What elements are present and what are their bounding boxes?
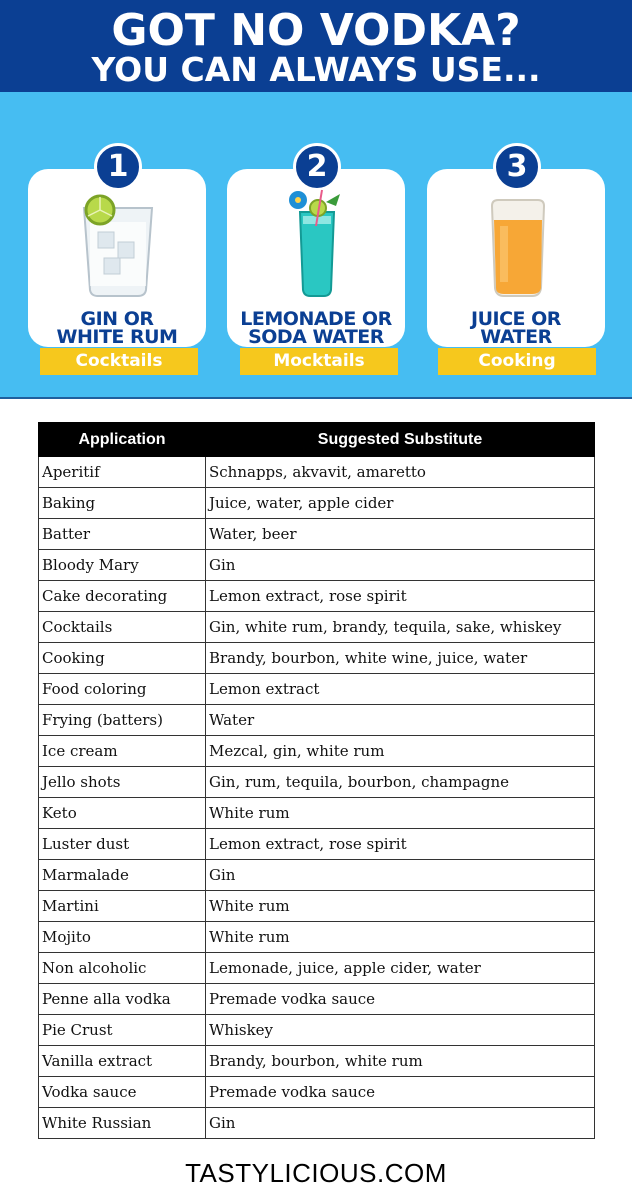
substitute-cell: Juice, water, apple cider: [206, 488, 595, 519]
table-body: [39, 457, 595, 1139]
banner-divider: [0, 397, 632, 399]
gin-glass-icon: [76, 186, 160, 298]
column-header-application: Application: [39, 423, 206, 457]
option-title-gin: [28, 310, 206, 346]
option-title-lemonade: [227, 310, 405, 346]
table-row: [39, 581, 595, 612]
option-title-line1: LEMONADE OR: [240, 308, 392, 330]
table-row: [39, 736, 595, 767]
option-number-2: 2: [293, 143, 341, 191]
substitute-cell: Brandy, bourbon, white rum: [206, 1046, 595, 1077]
application-cell: Cocktails: [39, 612, 206, 643]
application-cell: Baking: [39, 488, 206, 519]
substitute-cell: White rum: [206, 891, 595, 922]
application-cell: Mojito: [39, 922, 206, 953]
table-row: [39, 519, 595, 550]
application-cell: Vanilla extract: [39, 1046, 206, 1077]
substitute-cell: Gin, rum, tequila, bourbon, champagne: [206, 767, 595, 798]
substitute-cell: Lemon extract, rose spirit: [206, 581, 595, 612]
table-row: [39, 829, 595, 860]
table-row: [39, 643, 595, 674]
application-cell: Bloody Mary: [39, 550, 206, 581]
application-cell: Martini: [39, 891, 206, 922]
table-row: [39, 767, 595, 798]
table-header-row: [39, 423, 595, 457]
application-cell: Jello shots: [39, 767, 206, 798]
substitute-cell: Brandy, bourbon, white wine, juice, water: [206, 643, 595, 674]
table-row: [39, 1046, 595, 1077]
option-number-1: 1: [94, 143, 142, 191]
table-row: [39, 705, 595, 736]
option-label-cooking: Cooking: [438, 348, 596, 375]
substitute-cell: Gin: [206, 860, 595, 891]
option-title-line1: JUICE OR: [471, 308, 561, 330]
option-title-line1: GIN OR: [80, 308, 154, 330]
header-banner: [0, 0, 632, 92]
table-row: [39, 860, 595, 891]
application-cell: Pie Crust: [39, 1015, 206, 1046]
subheadline: YOU CAN ALWAYS USE...: [91, 50, 541, 89]
table-row: [39, 674, 595, 705]
option-title-line2: WHITE RUM: [56, 326, 178, 348]
application-cell: Batter: [39, 519, 206, 550]
application-cell: White Russian: [39, 1108, 206, 1139]
table-row: [39, 798, 595, 829]
substitute-cell: Gin: [206, 550, 595, 581]
table-row: [39, 1015, 595, 1046]
application-cell: Ice cream: [39, 736, 206, 767]
substitute-cell: Water: [206, 705, 595, 736]
option-label-cocktails: Cocktails: [40, 348, 198, 375]
column-header-substitute: Suggested Substitute: [206, 423, 595, 457]
application-cell: Aperitif: [39, 457, 206, 488]
substitute-cell: Gin: [206, 1108, 595, 1139]
substitute-cell: Gin, white rum, brandy, tequila, sake, whiskey: [206, 612, 595, 643]
option-title-line2: WATER: [480, 326, 552, 348]
substitute-cell: Water, beer: [206, 519, 595, 550]
substitute-cell: Lemon extract, rose spirit: [206, 829, 595, 860]
substitute-cell: Lemon extract: [206, 674, 595, 705]
substitute-cell: Mezcal, gin, white rum: [206, 736, 595, 767]
option-number-3: 3: [493, 143, 541, 191]
application-cell: Luster dust: [39, 829, 206, 860]
table-row: [39, 922, 595, 953]
table-row: [39, 457, 595, 488]
headline: GOT NO VODKA?: [111, 5, 521, 56]
table-row: [39, 488, 595, 519]
footer-brand: TASTYLICIOUS.COM: [185, 1158, 447, 1188]
substitute-cell: White rum: [206, 798, 595, 829]
table-row: [39, 1077, 595, 1108]
application-cell: Vodka sauce: [39, 1077, 206, 1108]
application-cell: Penne alla vodka: [39, 984, 206, 1015]
mocktail-glass-icon: [282, 186, 352, 298]
substitute-cell: Lemonade, juice, apple cider, water: [206, 953, 595, 984]
substitutes-table: [38, 422, 595, 1139]
application-cell: Cooking: [39, 643, 206, 674]
substitute-cell: Whiskey: [206, 1015, 595, 1046]
application-cell: Marmalade: [39, 860, 206, 891]
application-cell: Keto: [39, 798, 206, 829]
application-cell: Frying (batters): [39, 705, 206, 736]
table-row: [39, 550, 595, 581]
option-title-line2: SODA WATER: [248, 326, 384, 348]
table-row: [39, 953, 595, 984]
substitute-cell: White rum: [206, 922, 595, 953]
substitute-cell: Schnapps, akvavit, amaretto: [206, 457, 595, 488]
table-row: [39, 891, 595, 922]
application-cell: Food coloring: [39, 674, 206, 705]
option-title-juice: [427, 310, 605, 346]
substitute-cell: Premade vodka sauce: [206, 984, 595, 1015]
application-cell: Non alcoholic: [39, 953, 206, 984]
table-row: [39, 1108, 595, 1139]
table-row: [39, 984, 595, 1015]
juice-glass-icon: [486, 186, 550, 298]
table-row: [39, 612, 595, 643]
option-label-mocktails: Mocktails: [240, 348, 398, 375]
substitute-cell: Premade vodka sauce: [206, 1077, 595, 1108]
application-cell: Cake decorating: [39, 581, 206, 612]
